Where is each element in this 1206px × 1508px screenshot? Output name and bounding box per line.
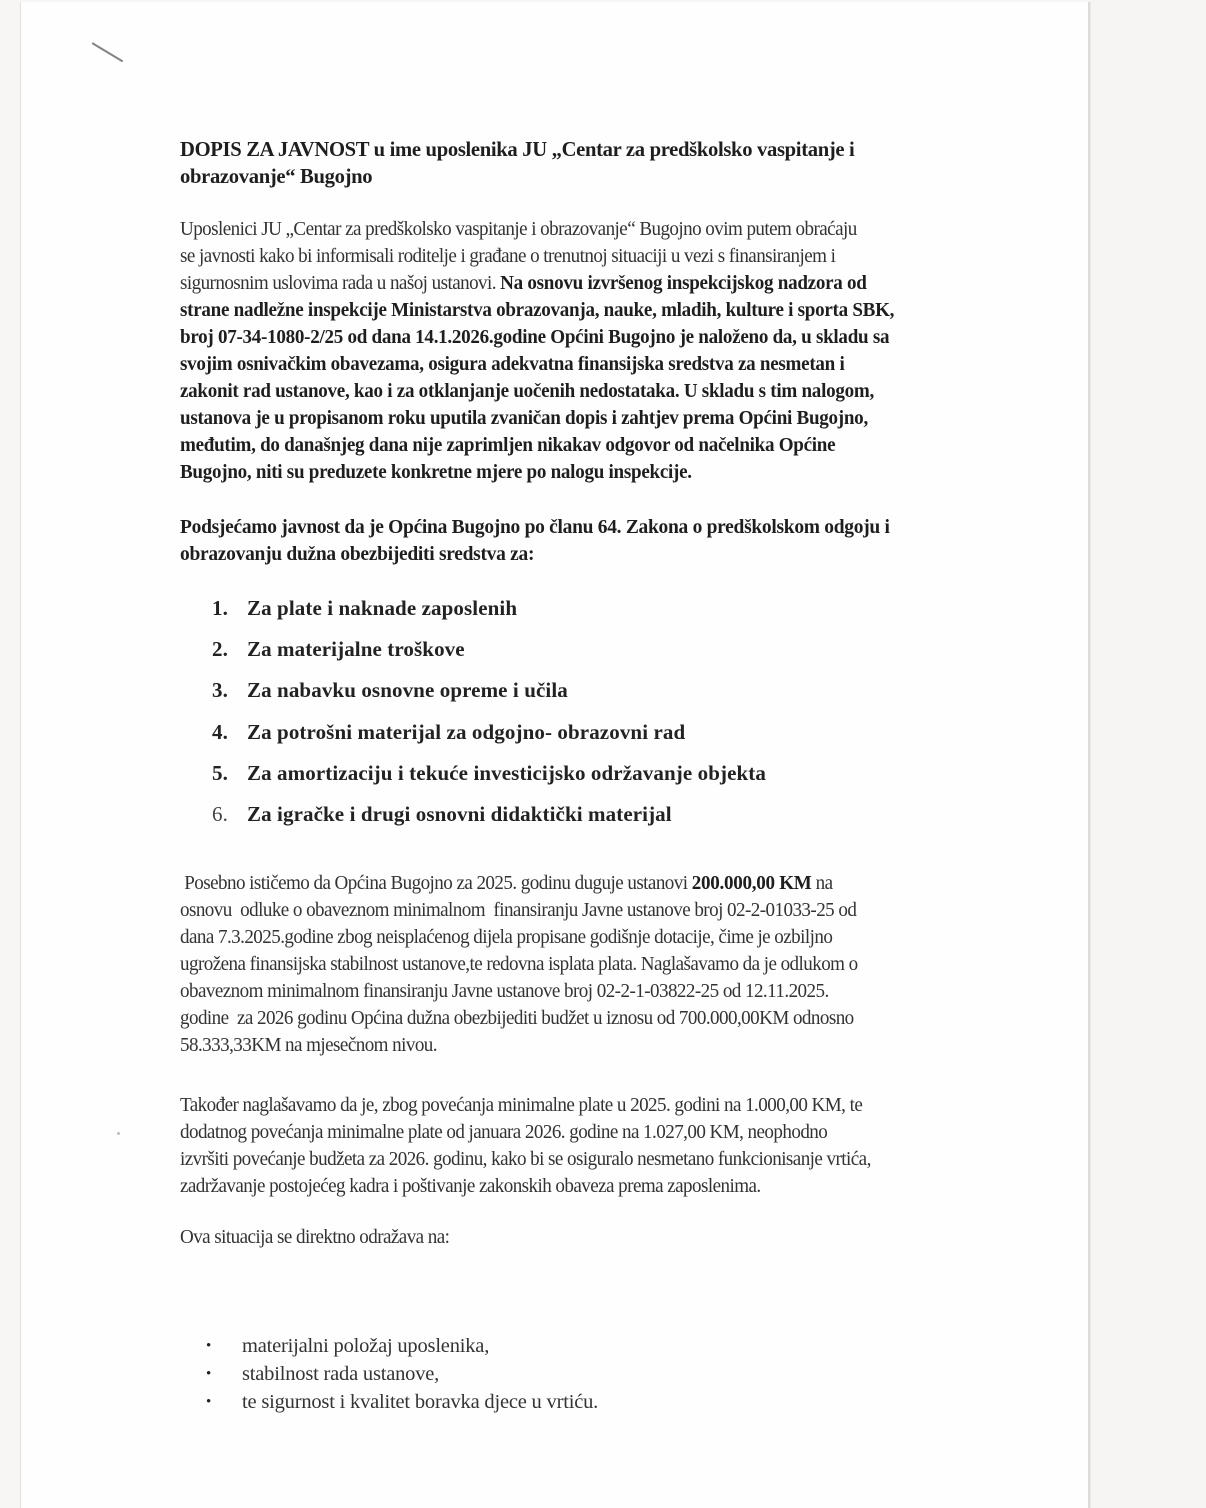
title-line: obrazovanje“ Bugojno bbox=[180, 164, 373, 188]
list-item bbox=[212, 718, 766, 759]
text-line: Također naglašavamo da je, zbog povećanja minimalne plate u 2025. godini na 1.000,00 KM, te bbox=[180, 1094, 863, 1116]
background-margin bbox=[1090, 0, 1206, 1508]
list-item bbox=[206, 1332, 598, 1360]
list-number: 3. bbox=[212, 678, 228, 703]
list-item bbox=[212, 759, 766, 800]
text-line: dana 7.3.2025.godine zbog neisplaćenog dijela propisane godišnje dotacije, čime je ozbiljno bbox=[180, 926, 833, 948]
list-number: 2. bbox=[212, 637, 228, 662]
scan-speck bbox=[117, 1132, 120, 1135]
list-item-text: materijalni položaj uposlenika, bbox=[242, 1335, 490, 1357]
list-item bbox=[212, 800, 766, 841]
text-line: osnovu odluke o obaveznom minimalnom finansiranju Javne ustanove broj 02-2-01033-25 od bbox=[180, 899, 857, 921]
list-number: 4. bbox=[212, 719, 228, 744]
intro-paragraph bbox=[180, 216, 1101, 486]
text-line: izvršiti povećanje budžeta za 2026. godinu, kako bi se osiguralo nesmetano funkcionisanje vrtića, bbox=[180, 1148, 871, 1170]
text-line: na bbox=[811, 872, 833, 894]
list-item bbox=[212, 676, 766, 717]
text-line: Posebno ističemo da Općina Bugojno za 2025. godinu duguje ustanovi bbox=[180, 872, 692, 894]
law-reference-paragraph bbox=[180, 514, 1121, 568]
debt-paragraph bbox=[180, 870, 1101, 1059]
list-number: 5. bbox=[212, 760, 228, 785]
list-item-text: Za igračke i drugi osnovni didaktički materijal bbox=[247, 801, 672, 826]
list-item bbox=[206, 1360, 598, 1388]
bullet-icon: • bbox=[206, 1394, 212, 1410]
list-item-text: stabilnost rada ustanove, bbox=[242, 1363, 440, 1385]
list-item bbox=[206, 1388, 598, 1416]
text-line: zadržavanje postojećeg kadra i poštivanje zakonskih obaveza prema zaposlenima. bbox=[180, 1175, 761, 1197]
list-item bbox=[212, 635, 766, 676]
text-line: sigurnosnim uslovima rada u našoj ustanovi. bbox=[180, 272, 501, 294]
list-number: 6. bbox=[212, 801, 228, 826]
list-number: 1. bbox=[212, 596, 228, 620]
list-item bbox=[212, 594, 766, 635]
bold-text: zakonit rad ustanove, kao i za otklanjanje uočenih nedostataka. U skladu s tim nalogom, bbox=[180, 380, 874, 402]
bold-text: međutim, do današnjeg dana nije zaprimljen nikakav odgovor od načelnika Općine bbox=[180, 434, 836, 456]
bold-text: Na osnovu izvršenog inspekcijskog nadzora od bbox=[500, 272, 867, 294]
text-line: 58.333,33KM na mjesečnom nivou. bbox=[180, 1034, 437, 1056]
text-line: dodatnog povećanja minimalne plate od januara 2026. godine na 1.027,00 KM, neophodno bbox=[180, 1121, 828, 1143]
bold-text: svojim osnivačkim obavezama, osigura adekvatna finansijska sredstva za nesmetan i bbox=[180, 353, 845, 375]
list-item-text: te sigurnost i kvalitet boravka djece u vrtiću. bbox=[242, 1391, 599, 1413]
document-title bbox=[180, 136, 1102, 190]
list-item-text: Za amortizaciju i tekuće investicijsko održavanje objekta bbox=[247, 760, 766, 785]
funding-obligations-list bbox=[212, 594, 766, 841]
bold-text: ustanova je u propisanom roku uputila zvaničan dopis i zahtjev prema Općini Bugojno, bbox=[180, 407, 868, 429]
bold-text: broj 07-34-1080-2/25 od dana 14.1.2026.godine Općini Bugojno je naloženo da, u skladu sa bbox=[180, 326, 890, 348]
list-item-text: Za nabavku osnovne opreme i učila bbox=[247, 678, 568, 703]
title-line: DOPIS ZA JAVNOST u ime uposlenika JU „Centar za predškolsko vaspitanje i bbox=[180, 137, 855, 161]
document-content bbox=[180, 136, 1100, 1413]
list-item-text: Za plate i naknade zaposlenih bbox=[247, 596, 518, 620]
list-item-text: Za materijalne troškove bbox=[247, 637, 465, 662]
text-line: se javnosti kako bi informisali roditelje i građane o trenutnoj situaciji u vezi s finansiranjem i bbox=[180, 245, 836, 267]
bold-text: Bugojno, niti su preduzete konkretne mjere po nalogu inspekcije. bbox=[180, 461, 692, 483]
list-item-text: Za potrošni materijal za odgojno- obrazovni rad bbox=[247, 719, 686, 744]
text-line: Uposlenici JU „Centar za predškolsko vaspitanje i obrazovanje“ Bugojno ovim putem obraćaju bbox=[180, 218, 857, 240]
minimum-wage-paragraph bbox=[180, 1092, 1101, 1200]
text-line: obrazovanju dužna obezbijediti sredstva za: bbox=[180, 543, 535, 565]
impact-intro: Ova situacija se direktno odražava na: bbox=[180, 1226, 450, 1248]
text-line: obaveznom minimalnom finansiranju Javne ustanove broj 02-2-1-03822-25 od 12.11.2025. bbox=[180, 980, 829, 1002]
text-line: Podsjećamo javnost da je Općina Bugojno po članu 64. Zakona o predškolskom odgoju i bbox=[180, 516, 890, 538]
impact-list bbox=[206, 1332, 598, 1416]
bold-text: strane nadležne inspekcije Ministarstva obrazovanja, nauke, mladih, kulture i sporta SBK, bbox=[180, 299, 895, 321]
bullet-icon: • bbox=[206, 1338, 212, 1354]
text-line: ugrožena finansijska stabilnost ustanove,te redovna isplata plata. Naglašavamo da je odlukom o bbox=[180, 953, 858, 975]
debt-amount: 200.000,00 KM bbox=[691, 872, 812, 894]
bullet-icon: • bbox=[206, 1366, 212, 1382]
text-line: godine za 2026 godinu Općina dužna obezbijediti budžet u iznosu od 700.000,00KM odnosno bbox=[180, 1007, 854, 1029]
